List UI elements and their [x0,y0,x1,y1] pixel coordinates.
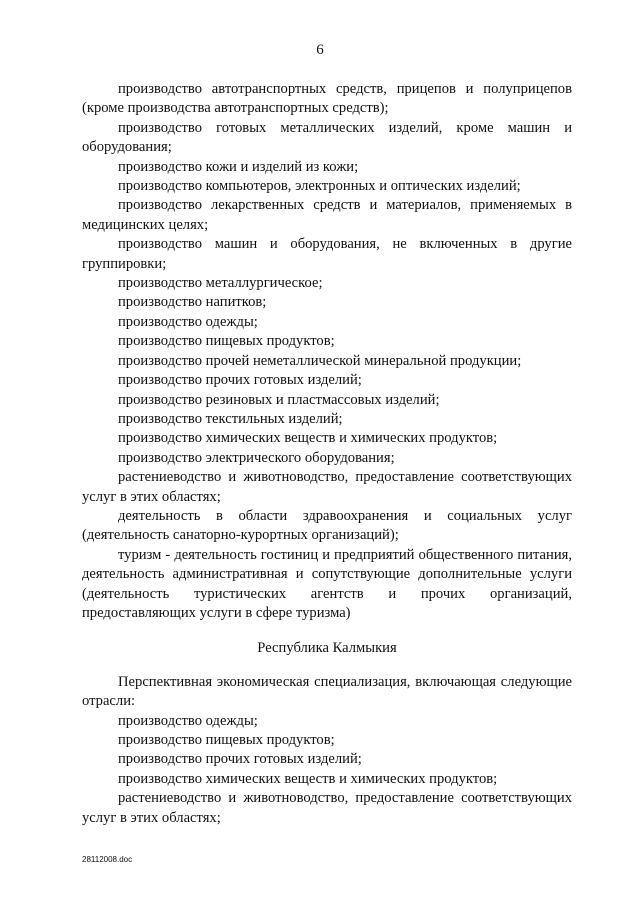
list-item: производство резиновых и пластмассовых изделий; [118,391,440,408]
list-item: производство химических веществ и химических продуктов; [118,430,498,447]
list-item: производство напитков; [118,294,267,311]
list-item: производство лекарственных средств и материалов, применяемых в медицинских целях; [82,197,572,233]
list-item: производство автотранспортных средств, прицепов и полуприцепов (кроме производства автотранспортных средств); [82,81,572,117]
list-item: растениеводство и животноводство, предоставление соответствующих услуг в этих областях; [82,469,572,505]
list-item: производство прочих готовых изделий; [118,751,362,768]
section-heading: Республика Калмыкия [257,640,397,657]
list-item: производство химических веществ и химических продуктов; [118,770,498,787]
page-number: 6 [316,42,324,58]
list-item: производство кожи и изделий из кожи; [118,158,359,175]
list-item: производство электрического оборудования; [118,449,395,466]
list-item: производство пищевых продуктов; [118,333,335,350]
list-item: производство одежды; [118,313,258,330]
intro-paragraph: Перспективная экономическая специализация, включающая следующие отрасли: [82,673,572,710]
list-item: производство готовых металлических изделий, кроме машин и оборудования; [82,119,572,156]
list-item: производство пищевых продуктов; [118,732,335,748]
footer-filename: 28112008.doc [82,855,133,864]
list-item: производство машин и оборудования, не включенных в другие группировки; [82,236,572,272]
list-item: производство одежды; [118,712,258,729]
document-body [82,80,572,828]
list-item: производство металлургическое; [118,275,323,292]
list-item: деятельность в области здравоохранения и социальных услуг (деятельность санаторно-курортных организаций); [82,507,572,544]
list-item: производство текстильных изделий; [118,410,343,427]
list-item: туризм - деятельность гостиниц и предприятий общественного питания, деятельность административная и сопутствующие дополнительные услуги (деятельность туристических агентств и прочих организаций, предоставляющих услуги в сфере туризма) [82,546,572,621]
list-item: производство прочих готовых изделий; [118,372,362,389]
list-item: растениеводство и животноводство, предоставление соответствующих услуг в этих областях; [82,790,572,826]
list-item: производство компьютеров, электронных и оптических изделий; [118,178,521,195]
list-item: производство прочей неметаллической минеральной продукции; [118,352,522,369]
